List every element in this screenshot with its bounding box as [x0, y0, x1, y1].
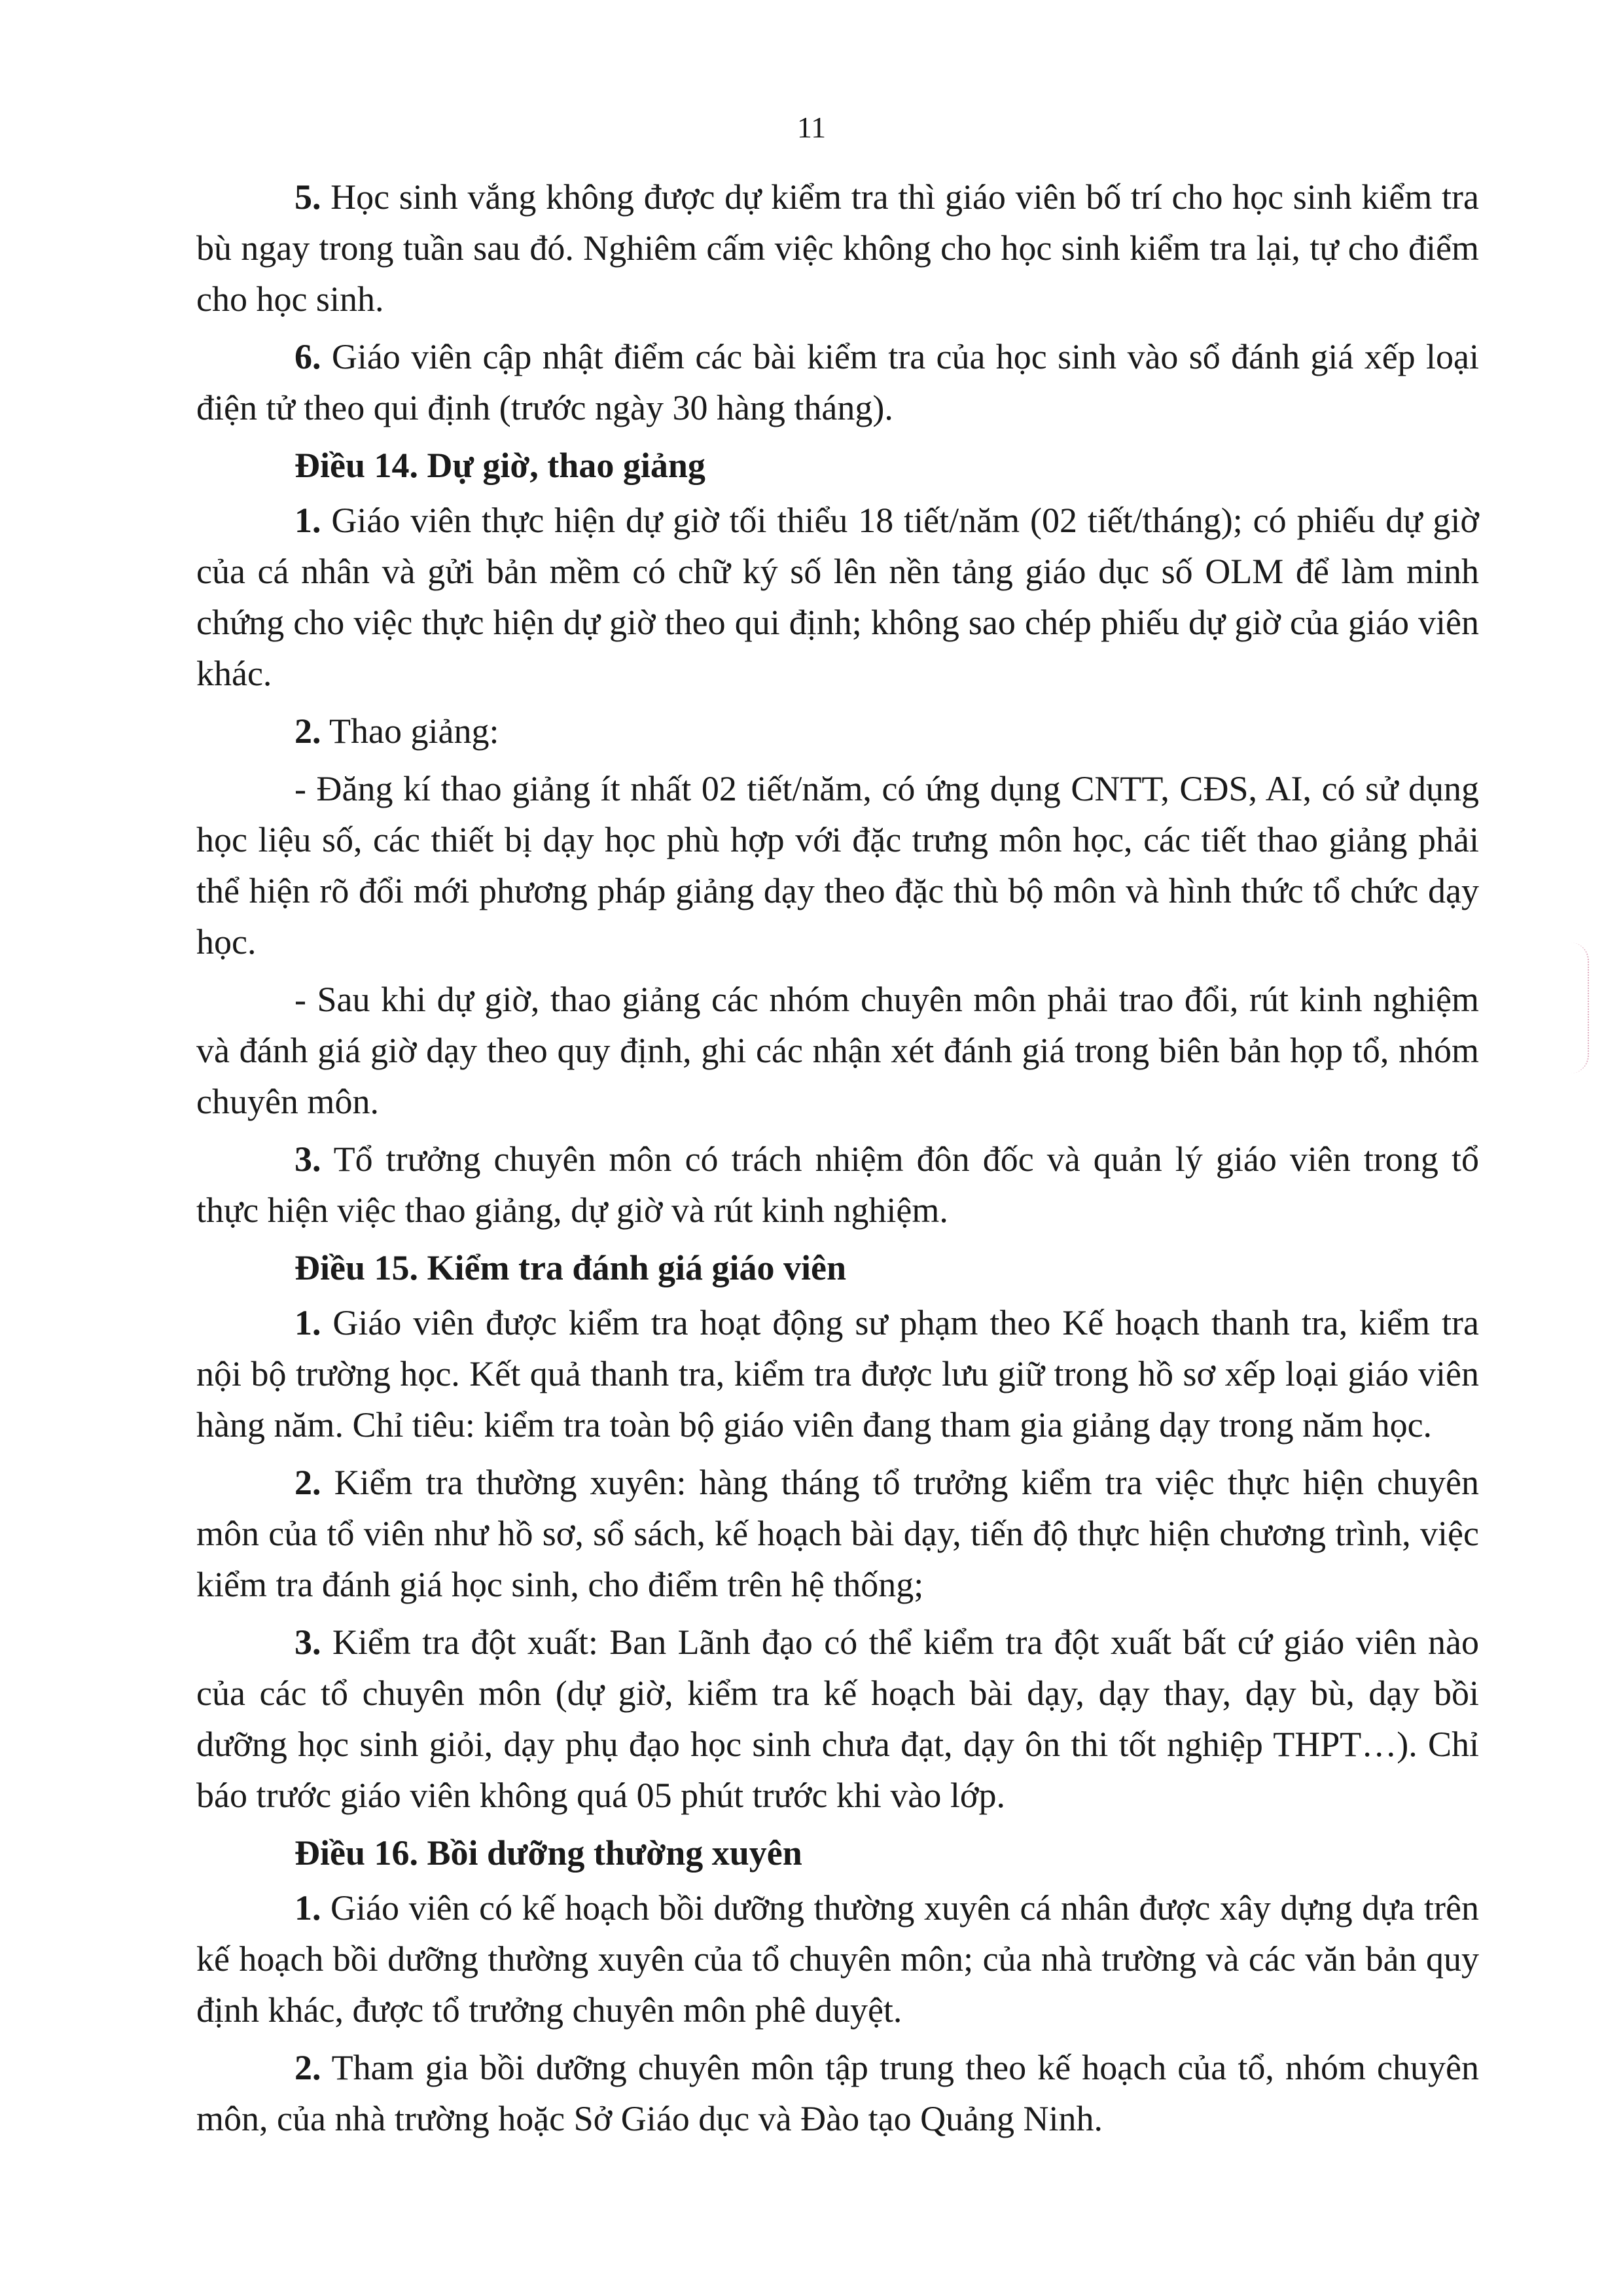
paragraph-text: Giáo viên cập nhật điểm các bài kiểm tra của học sinh vào sổ đánh giá xếp loại điện tử theo qui định (trước ngày 30 hàng tháng). — [196, 337, 1479, 427]
paragraph-item-6 — [196, 331, 1479, 433]
stamp-edge-mark — [1571, 942, 1589, 1073]
paragraph-item-2 — [196, 1457, 1479, 1610]
paragraph-text: Giáo viên được kiểm tra hoạt động sư phạm theo Kế hoạch thanh tra, kiểm tra nội bộ trường học. Kết quả thanh tra, kiểm tra được lưu giữ trong hồ sơ xếp loại giáo viên hàng năm. Chỉ tiêu: kiểm tra toàn bộ giáo viên đang tham gia giảng dạy trong năm học. — [196, 1303, 1479, 1444]
paragraph-item-1 — [196, 1297, 1479, 1450]
page-number: 11 — [796, 111, 827, 144]
paragraph-text: Giáo viên thực hiện dự giờ tối thiểu 18 tiết/năm (02 tiết/tháng); có phiếu dự giờ của cá nhân và gửi bản mềm có chữ ký số lên nền tảng giáo dục số OLM để làm minh chứng cho việc thực hiện dự giờ theo qui định; không sao chép phiếu dự giờ của giáo viên khác. — [196, 501, 1479, 693]
paragraph-item-3 — [196, 1134, 1479, 1236]
item-number: 3. — [294, 1139, 321, 1179]
paragraph-item-5 — [196, 171, 1479, 325]
document-body — [196, 171, 1479, 2151]
paragraph-text: Thao giảng: — [321, 711, 499, 751]
paragraph-item-2 — [196, 706, 1479, 757]
paragraph-item-3 — [196, 1617, 1479, 1821]
paragraph-text: Giáo viên có kế hoạch bồi dưỡng thường xuyên cá nhân được xây dựng dựa trên kế hoạch bồi dưỡng thường xuyên của tổ chuyên môn; của nhà trường và các văn bản quy định khác, được tổ trưởng chuyên môn phê duyệt. — [196, 1888, 1479, 2030]
item-number: 2. — [294, 2048, 321, 2087]
bullet-paragraph: - Sau khi dự giờ, thao giảng các nhóm chuyên môn phải trao đổi, rút kinh nghiệm và đánh giá giờ dạy theo quy định, ghi các nhận xét đánh giá trong biên bản họp tổ, nhóm chuyên môn. — [196, 980, 1479, 1121]
item-number: 1. — [294, 1303, 321, 1342]
paragraph-text: Học sinh vắng không được dự kiểm tra thì giáo viên bố trí cho học sinh kiểm tra bù ngay trong tuần sau đó. Nghiêm cấm việc không cho học sinh kiểm tra lại, tự cho điểm cho học sinh. — [196, 177, 1479, 319]
paragraph-item-1 — [196, 495, 1479, 699]
item-number: 2. — [294, 1463, 321, 1502]
item-number: 6. — [294, 337, 321, 376]
section-heading-dieu-16: Điều 16. Bồi dưỡng thường xuyên — [294, 1833, 802, 1873]
item-number: 1. — [294, 501, 321, 540]
item-number: 2. — [294, 711, 321, 751]
item-number: 1. — [294, 1888, 321, 1928]
section-heading-dieu-15: Điều 15. Kiểm tra đánh giá giáo viên — [294, 1248, 847, 1287]
paragraph-text: Kiểm tra đột xuất: Ban Lãnh đạo có thể kiểm tra đột xuất bất cứ giáo viên nào của các tổ chuyên môn (dự giờ, kiểm tra kế hoạch bài dạy, dạy thay, dạy bù, dạy bồi dưỡng học sinh giỏi, dạy phụ đạo học sinh chưa đạt, dạy ôn thi tốt nghiệp THPT…). Chỉ báo trước giáo viên không quá 05 phút trước khi vào lớp. — [196, 1623, 1479, 1815]
item-number: 3. — [294, 1623, 321, 1662]
item-number: 5. — [294, 177, 321, 217]
paragraph-text: Kiểm tra thường xuyên: hàng tháng tổ trưởng kiểm tra việc thực hiện chuyên môn của tổ viên như hồ sơ, sổ sách, kế hoạch bài dạy, tiến độ thực hiện chương trình, việc kiểm tra đánh giá học sinh, cho điểm trên hệ thống; — [196, 1463, 1479, 1604]
paragraph-item-1 — [196, 1882, 1479, 2036]
paragraph-text: Tổ trưởng chuyên môn có trách nhiệm đôn đốc và quản lý giáo viên trong tổ thực hiện việc thao giảng, dự giờ và rút kinh nghiệm. — [196, 1139, 1479, 1230]
bullet-paragraph: - Đăng kí thao giảng ít nhất 02 tiết/năm, có ứng dụng CNTT, CĐS, AI, có sử dụng học liệu số, các thiết bị dạy học phù hợp với đặc trưng môn học, các tiết thao giảng phải thể hiện rõ đổi mới phương pháp giảng dạy theo đặc thù bộ môn và hình thức tổ chức dạy học. — [196, 769, 1479, 961]
paragraph-text: Tham gia bồi dưỡng chuyên môn tập trung theo kế hoạch của tổ, nhóm chuyên môn, của nhà trường hoặc Sở Giáo dục và Đào tạo Quảng Ninh. — [196, 2048, 1479, 2138]
section-heading-dieu-14: Điều 14. Dự giờ, thao giảng — [294, 446, 705, 485]
paragraph-item-2 — [196, 2042, 1479, 2144]
